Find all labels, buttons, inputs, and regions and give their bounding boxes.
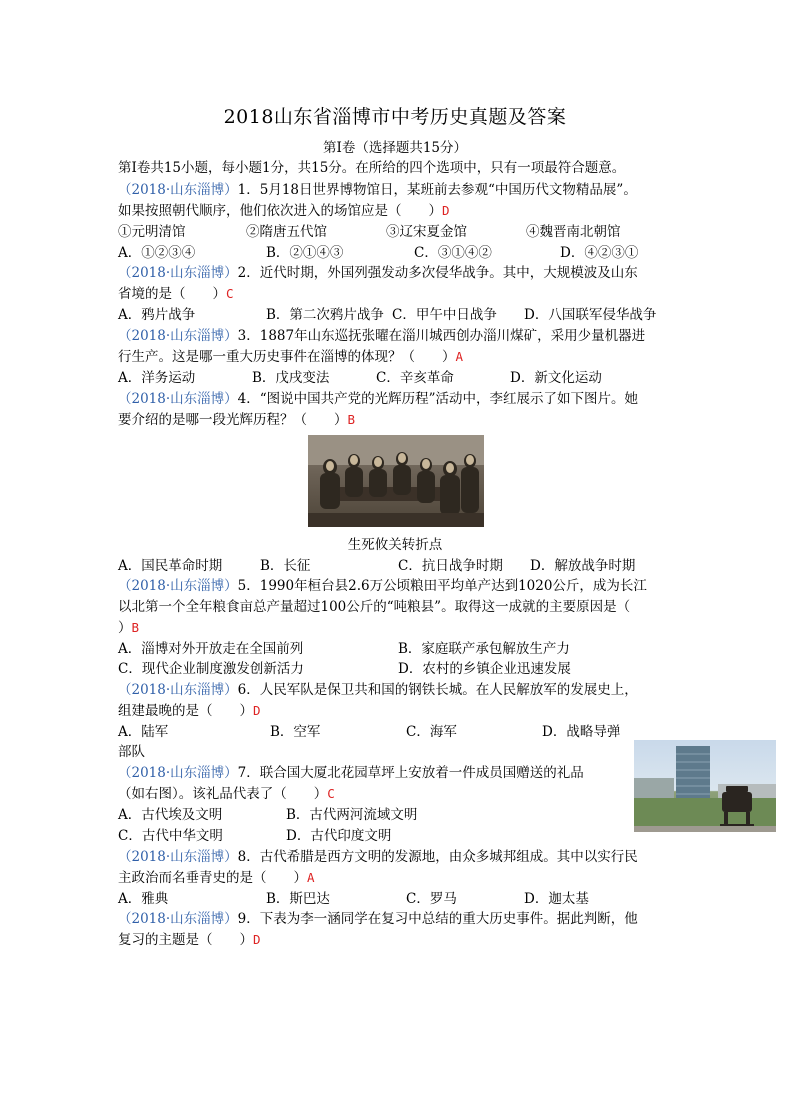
source-tag: （2018·山东淄博） <box>118 849 238 865</box>
q4-option-c: C．抗日战争时期 <box>398 558 503 574</box>
q6-option-d: D．战略导弹 <box>542 724 621 740</box>
source-tag: （2018·山东淄博） <box>118 578 238 594</box>
answer-mark: B <box>347 412 356 427</box>
source-tag: （2018·山东淄博） <box>118 328 238 344</box>
q6-option-c: C．海军 <box>406 724 457 740</box>
q2-option-d: D．八国联军侵华战争 <box>524 307 657 323</box>
answer-mark: D <box>253 932 261 947</box>
q4-option-a: A．国民革命时期 <box>118 558 223 574</box>
source-tag: （2018·山东淄博） <box>118 911 238 927</box>
q3-option-d: D．新文化运动 <box>510 370 602 386</box>
source-tag: （2018·山东淄博） <box>118 182 238 198</box>
q1-option-c: C．③①④② <box>414 245 492 261</box>
q3-stem-line1: （2018·山东淄博）3．1887年山东巡抚张曜在淄川城西创办淄川煤矿，采用少量机器进 <box>118 328 646 344</box>
q5-stem-line2: 以北第一个全年粮食亩总产量超过100公斤的“吨粮县”。取得这一成就的主要原因是（ <box>118 599 631 615</box>
answer-mark: A <box>455 349 464 364</box>
source-tag: （2018·山东淄博） <box>118 682 238 698</box>
q1-option-b: B．②①④③ <box>266 245 344 261</box>
q2-stem-line1: （2018·山东淄博）2．近代时期，外国列强发动多次侵华战争。其中，大规模波及山东 <box>118 265 638 281</box>
q5-option-d: D．农村的乡镇企业迅速发展 <box>398 661 571 677</box>
painting-figures <box>308 435 484 527</box>
q3-option-a: A．洋务运动 <box>118 370 196 386</box>
q1-hall-4: ④魏晋南北朝馆 <box>526 224 621 240</box>
answer-mark: C <box>327 786 335 801</box>
q1-option-a: A．①②③④ <box>118 245 196 261</box>
q6-option-a: A．陆军 <box>118 724 169 740</box>
answer-mark: D <box>442 203 450 218</box>
q5-option-b: B．家庭联产承包解放生产力 <box>398 641 570 657</box>
q4-stem-line2: 要介绍的是哪一段光辉历程？（ ）B <box>118 412 356 428</box>
q1-option-d: D．④②③① <box>560 245 639 261</box>
q8-option-b: B．斯巴达 <box>266 891 330 907</box>
q9-stem-line1: （2018·山东淄博）9．下表为李一涵同学在复习中总结的重大历史事件。据此判断，他 <box>118 911 638 927</box>
q1-hall-2: ②隋唐五代馆 <box>246 224 327 240</box>
q7-stem-line2: （如右图）。该礼品代表了（ ）C <box>118 786 335 802</box>
q6-stem-line1: （2018·山东淄博）6．人民军队是保卫共和国的钢铁长城。在人民解放军的发展史上， <box>118 682 638 698</box>
q1-stem-line1: （2018·山东淄博）1．5月18日世界博物馆日，某班前去参观“中国历代文物精品展”。 <box>118 182 637 198</box>
q1-hall-3: ③辽宋夏金馆 <box>386 224 467 240</box>
q2-option-a: A．鸦片战争 <box>118 307 196 323</box>
q6-option-d-continued: 部队 <box>118 744 145 760</box>
q8-option-c: C．罗马 <box>406 891 457 907</box>
answer-mark: A <box>307 870 315 885</box>
q4-stem-line1: （2018·山东淄博）4．“图说中国共产党的光辉历程”活动中，李红展示了如下图片。她 <box>118 391 639 407</box>
section-heading: 第Ⅰ卷（选择题共15分） <box>322 140 467 156</box>
q4-option-b: B．长征 <box>260 558 311 574</box>
q5-option-a: A．淄博对外开放走在全国前列 <box>118 641 304 657</box>
q7-option-a: A．古代埃及文明 <box>118 807 223 823</box>
q8-stem-line2: 主政治而名垂青史的是（ ）A <box>118 870 315 886</box>
q6-option-b: B．空军 <box>270 724 321 740</box>
q3-option-c: C．辛亥革命 <box>376 370 454 386</box>
q4-option-d: D．解放战争时期 <box>530 558 636 574</box>
q5-option-c: C．现代企业制度激发创新活力 <box>118 661 304 677</box>
q8-option-d: D．迦太基 <box>524 891 589 907</box>
answer-mark: B <box>131 620 140 635</box>
q7-stem-line1: （2018·山东淄博）7．联合国大厦北花园草坪上安放着一件成员国赠送的礼品 <box>118 765 584 781</box>
q2-option-c: C．甲午中日战争 <box>392 307 497 323</box>
q3-stem-line2: 行生产。这是哪一重大历史事件在淄博的体现？（ ）A <box>118 349 464 365</box>
q6-stem-line2: 组建最晚的是（ ）D <box>118 703 261 719</box>
q1-stem-line2: 如果按照朝代顺序，他们依次进入的场馆应是（ ）D <box>118 203 450 219</box>
q4-image-caption: 生死攸关转折点 <box>347 537 443 553</box>
q5-stem-line1: （2018·山东淄博）5．1990年桓台县2.6万公顷粮田平均单产达到1020公斤，成为长江 <box>118 578 647 594</box>
source-tag: （2018·山东淄博） <box>118 265 238 281</box>
q1-hall-1: ①元明清馆 <box>118 224 186 240</box>
answer-mark: C <box>226 286 234 301</box>
page-title: 2018山东省淄博市中考历史真题及答案 <box>223 106 567 128</box>
q3-option-b: B．戊戌变法 <box>252 370 330 386</box>
source-tag: （2018·山东淄博） <box>118 765 238 781</box>
zunyi-meeting-painting <box>308 435 484 527</box>
un-headquarters-photo <box>634 740 776 832</box>
q5-stem-line3: ）B <box>118 620 140 636</box>
q8-option-a: A．雅典 <box>118 891 169 907</box>
q7-option-d: D．古代印度文明 <box>286 828 392 844</box>
q8-stem-line1: （2018·山东淄博）8．古代希腊是西方文明的发源地，由众多城邦组成。其中以实行民 <box>118 849 638 865</box>
source-tag: （2018·山东淄博） <box>118 391 238 407</box>
q9-stem-line2: 复习的主题是（ ）D <box>118 932 261 948</box>
q2-option-b: B．第二次鸦片战争 <box>266 307 384 323</box>
instructions: 第Ⅰ卷共15小题，每小题1分，共15分。在所给的四个选项中，只有一项最符合题意。 <box>118 160 626 176</box>
q7-option-c: C．古代中华文明 <box>118 828 223 844</box>
q7-option-b: B．古代两河流域文明 <box>286 807 418 823</box>
answer-mark: D <box>253 703 261 718</box>
un-photo-scene <box>634 740 776 832</box>
q2-stem-line2: 省境的是（ ）C <box>118 286 234 302</box>
